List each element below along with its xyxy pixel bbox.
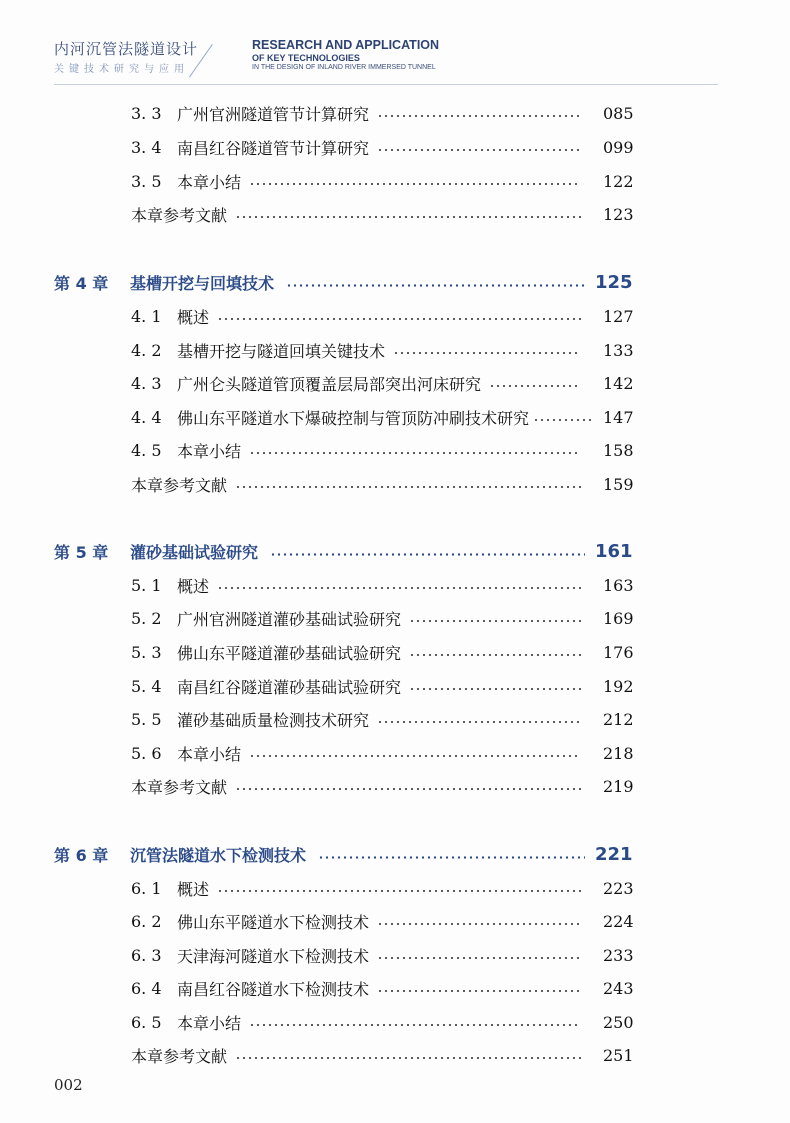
leader-dots [235,486,581,488]
section-number: 6. 1 [131,878,162,898]
section-number: 4. 4 [131,407,162,427]
leader-dots [377,923,581,925]
section-title: 本章小结 [177,441,242,461]
page-number: 251 [603,1045,634,1065]
leader-dots [249,452,581,454]
page-number: 163 [603,575,634,595]
chapter-number: 第 6 章 [54,845,109,865]
toc-entry[interactable] [131,741,634,765]
section-number: 4. 1 [131,306,162,326]
toc-entry[interactable] [131,674,634,698]
toc-entry[interactable] [131,1010,634,1034]
leader-dots [377,149,581,151]
section-title: 本章小结 [177,1013,242,1033]
section-title: 佛山东平隧道灌砂基础试验研究 [177,643,402,663]
book-title-cn: 内河沉管法隧道设计 [54,40,199,58]
section-title: 本章小结 [177,172,242,192]
leader-dots [235,216,581,218]
section-title: 南昌红谷隧道管节计算研究 [177,138,370,158]
page-number: 212 [603,709,634,729]
chapter-number: 第 4 章 [54,273,109,293]
section-number: 5. 6 [131,743,162,763]
toc-entry[interactable] [131,707,634,731]
leader-dots [409,654,581,656]
section-title: 概述 [177,576,210,596]
book-subtitle-en-2: IN THE DESIGN OF INLAND RIVER IMMERSED TUNNEL [252,64,436,71]
section-title: 南昌红谷隧道水下检测技术 [177,979,370,999]
toc-entry[interactable] [131,640,634,664]
section-title: 本章参考文献 [131,205,228,225]
section-number: 4. 3 [131,373,162,393]
toc-entry[interactable] [131,438,634,462]
page-number: 223 [603,878,634,898]
leader-dots [489,385,581,387]
page-number: 192 [603,676,634,696]
leader-dots [217,890,581,892]
leader-dots [249,755,581,757]
leader-dots [249,183,581,185]
section-title: 广州仑头隧道管顶覆盖层局部突出河床研究 [177,374,482,394]
page-number: 176 [603,642,634,662]
page-number: 218 [603,743,634,763]
toc-entry[interactable] [131,169,634,193]
page-header [0,0,790,90]
toc-chapter-5[interactable] [54,539,631,563]
section-title: 概述 [177,307,210,327]
page-number: 099 [603,137,634,157]
toc-entry[interactable] [131,371,634,395]
toc-chapter-6[interactable] [54,842,631,866]
page-number: 250 [603,1012,634,1032]
section-title: 基槽开挖与隧道回填关键技术 [177,341,386,361]
leader-dots [377,721,581,723]
page-number: 125 [595,271,633,293]
section-title: 概述 [177,879,210,899]
toc-entry[interactable] [131,101,634,125]
header-rule [54,84,718,85]
toc-entry-references[interactable] [131,1043,634,1067]
toc-entry-references[interactable] [131,774,634,798]
page-number: 159 [603,474,634,494]
section-title: 佛山东平隧道水下检测技术 [177,912,370,932]
page-number: 123 [603,204,634,224]
leader-dots [217,318,581,320]
toc-entry[interactable] [131,304,634,328]
section-number: 3. 3 [131,103,162,123]
section-title: 本章小结 [177,744,242,764]
folio-page-number: 002 [54,1076,83,1094]
leader-dots [217,587,581,589]
toc-entry[interactable] [131,976,634,1000]
page-number: 158 [603,440,634,460]
section-number: 4. 5 [131,440,162,460]
section-title: 广州官洲隧道管节计算研究 [177,104,370,124]
chapter-title: 沉管法隧道水下检测技术 [130,845,307,865]
section-number: 3. 4 [131,137,162,157]
page-number: 142 [603,373,634,393]
page-number: 161 [595,540,633,562]
leader-dots [377,957,581,959]
book-subtitle-en-1: OF KEY TECHNOLOGIES [252,53,360,63]
section-title: 佛山东平隧道水下爆破控制与管顶防冲刷技术研究 [177,408,530,428]
leader-dots [533,419,593,421]
leader-dots [377,990,581,992]
toc-chapter-4[interactable] [54,270,631,294]
section-number: 5. 4 [131,676,162,696]
toc-entry[interactable] [131,573,634,597]
leader-dots [235,1057,581,1059]
toc-entry[interactable] [131,338,634,362]
toc-entry[interactable] [131,909,634,933]
leader-dots [377,115,581,117]
book-title-en: RESEARCH AND APPLICATION [252,38,440,52]
section-title: 本章参考文献 [131,1046,228,1066]
page-number: 243 [603,978,634,998]
leader-dots [393,352,581,354]
page-number: 133 [603,340,634,360]
section-title: 天津海河隧道水下检测技术 [177,946,370,966]
section-title: 灌砂基础质量检测技术研究 [177,710,370,730]
section-number: 6. 2 [131,911,162,931]
page-number: 224 [603,911,634,931]
toc-entry[interactable] [131,135,634,159]
section-number: 4. 2 [131,340,162,360]
chapter-title: 灌砂基础试验研究 [130,542,259,562]
section-number: 5. 1 [131,575,162,595]
page-number: 147 [603,407,634,427]
page-number: 169 [603,608,634,628]
page-number: 221 [595,843,633,865]
leader-dots [235,788,581,790]
toc-entry[interactable] [131,606,634,630]
leader-dots [270,553,585,556]
page-number: 127 [603,306,634,326]
section-number: 6. 4 [131,978,162,998]
section-number: 6. 3 [131,945,162,965]
page-number: 233 [603,945,634,965]
toc-entry[interactable] [131,876,634,900]
leader-dots [318,856,585,859]
chapter-title: 基槽开挖与回填技术 [130,273,275,293]
toc-entry[interactable] [131,943,634,967]
page-number: 122 [603,171,634,191]
section-title: 南昌红谷隧道灌砂基础试验研究 [177,677,402,697]
leader-dots [286,284,585,287]
section-number: 6. 5 [131,1012,162,1032]
toc-entry-references[interactable] [131,472,634,496]
chapter-number: 第 5 章 [54,542,109,562]
leader-dots [409,620,581,622]
toc-entry[interactable] [131,405,634,429]
section-number: 5. 5 [131,709,162,729]
section-title: 本章参考文献 [131,777,228,797]
toc-entry-references[interactable] [131,202,634,226]
page-number: 085 [603,103,634,123]
book-subtitle-cn: 关键技术研究与应用 [54,64,189,75]
section-title: 本章参考文献 [131,475,228,495]
leader-dots [409,688,581,690]
leader-dots [249,1024,581,1026]
section-title: 广州官洲隧道灌砂基础试验研究 [177,609,402,629]
section-number: 3. 5 [131,171,162,191]
section-number: 5. 3 [131,642,162,662]
section-number: 5. 2 [131,608,162,628]
page-number: 219 [603,776,634,796]
